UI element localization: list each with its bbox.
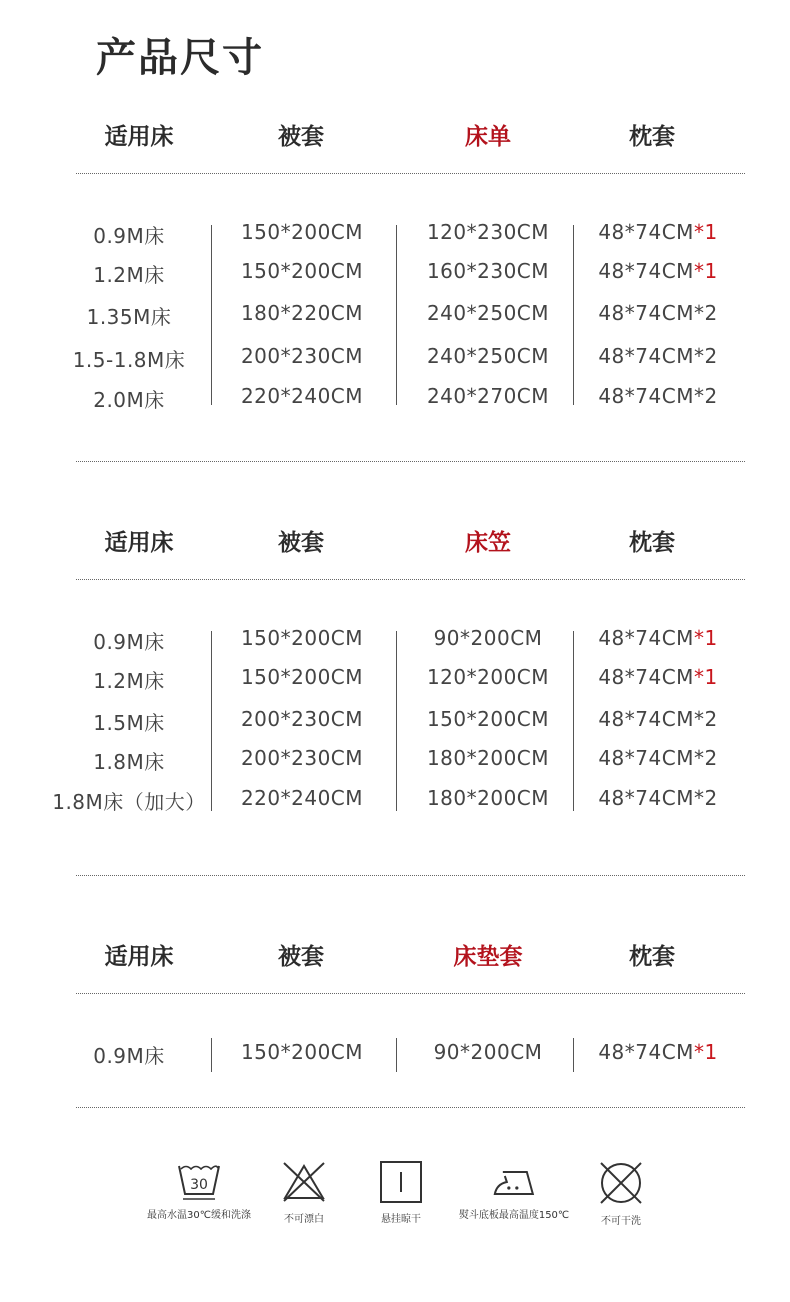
- table-cell: [434, 626, 543, 650]
- cell-value: 180*200CM: [426, 786, 550, 810]
- column-divider: [573, 225, 574, 405]
- header-cell: 适用床: [104, 944, 174, 970]
- wash-temp: 30: [190, 1177, 208, 1193]
- table-cell: [52, 786, 206, 815]
- header-cell: 被套: [278, 530, 324, 556]
- column-divider: [573, 631, 574, 811]
- table-cell: [598, 665, 717, 689]
- cell-value: 200*230CM: [240, 746, 364, 770]
- table-cell: [427, 220, 549, 244]
- table-cell: [427, 384, 549, 408]
- cell-value: 48*74CM*2: [598, 301, 718, 325]
- pillowcase-qty: *1: [693, 626, 718, 650]
- column-divider: [396, 1038, 397, 1072]
- cell-value: 1.2M床: [93, 669, 165, 693]
- cell-value: 48*74CM*2: [598, 746, 718, 770]
- cell-value: 0.9M床: [93, 1044, 165, 1068]
- header-cell: 枕套: [629, 124, 675, 150]
- table-cell: [427, 665, 549, 689]
- iron-medium-icon: [491, 1160, 537, 1200]
- table-cell: [93, 384, 165, 413]
- cell-value: 1.35M床: [86, 305, 172, 329]
- table-cell: [598, 626, 717, 650]
- table-row: [0, 344, 790, 374]
- table-cell: [93, 220, 165, 249]
- cell-value: 150*200CM: [240, 259, 364, 283]
- table-row: [0, 707, 790, 737]
- table-cell: [241, 665, 363, 689]
- care-label-hang: 悬挂晾干: [381, 1214, 421, 1225]
- table-row: [0, 1040, 790, 1070]
- table-cell: [93, 665, 165, 694]
- pillowcase-qty: *1: [693, 665, 718, 689]
- table-cell: [241, 1040, 363, 1064]
- table-row: [0, 301, 790, 331]
- care-label-bleach: 不可漂白: [284, 1214, 324, 1225]
- cell-value: 150*200CM: [240, 1040, 364, 1064]
- cell-value: 180*220CM: [240, 301, 364, 325]
- table-end-divider: [76, 875, 745, 876]
- table-cell: [598, 746, 717, 770]
- header-cell: 枕套: [629, 530, 675, 556]
- cell-value: 48*74CM: [598, 665, 694, 689]
- cell-value: 240*250CM: [426, 344, 550, 368]
- table-cell: [427, 344, 549, 368]
- cell-value: 48*74CM: [598, 626, 694, 650]
- table-cell: [93, 746, 165, 775]
- cell-value: 150*200CM: [240, 220, 364, 244]
- table-cell: [241, 220, 363, 244]
- column-divider: [211, 1038, 212, 1072]
- table-cell: [93, 259, 165, 288]
- table-cell: [427, 707, 549, 731]
- cell-value: 48*74CM*2: [598, 786, 718, 810]
- cell-value: 1.8M床: [93, 750, 165, 774]
- cell-value: 240*250CM: [426, 301, 550, 325]
- table-row: [0, 665, 790, 695]
- cell-value: 1.8M床（加大）: [52, 790, 206, 814]
- table-cell: [427, 301, 549, 325]
- table-cell: [598, 344, 717, 368]
- cell-value: 48*74CM: [598, 259, 694, 283]
- wash-30-icon: [177, 1160, 221, 1200]
- cell-value: 1.2M床: [93, 263, 165, 287]
- cell-value: 90*200CM: [433, 626, 543, 650]
- header-divider: [76, 579, 745, 580]
- no-dry-clean-icon: [598, 1160, 644, 1206]
- table-cell: [241, 786, 363, 810]
- table-row: [0, 746, 790, 776]
- table-end-divider: [76, 461, 745, 462]
- table-cell: [598, 301, 717, 325]
- care-label-dryclean: 不可干洗: [601, 1216, 641, 1227]
- table-header: [0, 118, 790, 158]
- care-label-wash: 最高水温30℃缓和洗涤: [147, 1210, 251, 1221]
- column-divider: [396, 631, 397, 811]
- table-end-divider: [76, 1107, 745, 1108]
- header-cell: 枕套: [629, 944, 675, 970]
- table-cell: [598, 707, 717, 731]
- cell-value: 150*200CM: [240, 665, 364, 689]
- table-cell: [598, 259, 717, 283]
- header-cell: 适用床: [104, 530, 174, 556]
- cell-value: 48*74CM: [598, 220, 694, 244]
- care-item-hang: [379, 1160, 423, 1225]
- cell-value: 240*270CM: [426, 384, 550, 408]
- cell-value: 150*200CM: [426, 707, 550, 731]
- cell-value: 90*200CM: [433, 1040, 543, 1064]
- header-divider: [76, 993, 745, 994]
- table-cell: [598, 786, 717, 810]
- care-item-bleach: [281, 1160, 327, 1225]
- pillowcase-qty: *1: [693, 1040, 718, 1064]
- header-cell: 床垫套: [453, 944, 523, 970]
- cell-value: 220*240CM: [240, 786, 364, 810]
- cell-value: 200*230CM: [240, 344, 364, 368]
- column-divider: [211, 225, 212, 405]
- cell-value: 180*200CM: [426, 746, 550, 770]
- column-divider: [573, 1038, 574, 1072]
- table-cell: [434, 1040, 543, 1064]
- table-cell: [241, 626, 363, 650]
- table-header: [0, 524, 790, 564]
- cell-value: 1.5-1.8M床: [72, 348, 186, 372]
- header-cell: 被套: [278, 944, 324, 970]
- cell-value: 120*200CM: [426, 665, 550, 689]
- care-instructions: [0, 1160, 790, 1250]
- cell-value: 200*230CM: [240, 707, 364, 731]
- no-bleach-icon: [281, 1160, 327, 1204]
- header-cell: 床笠: [465, 530, 511, 556]
- header-cell: 被套: [278, 124, 324, 150]
- table-row: [0, 786, 790, 816]
- header-divider: [76, 173, 745, 174]
- table-cell: [241, 384, 363, 408]
- table-cell: [427, 259, 549, 283]
- table-cell: [93, 1040, 165, 1069]
- table-cell: [241, 707, 363, 731]
- cell-value: 120*230CM: [426, 220, 550, 244]
- page-title: 产品尺寸: [96, 35, 264, 81]
- cell-value: 0.9M床: [93, 630, 165, 654]
- table-cell: [73, 344, 186, 373]
- table-cell: [93, 626, 165, 655]
- cell-value: 2.0M床: [93, 388, 165, 412]
- table-cell: [93, 707, 165, 736]
- table-cell: [427, 746, 549, 770]
- pillowcase-qty: *1: [693, 220, 718, 244]
- table-cell: [241, 259, 363, 283]
- table-cell: [598, 384, 717, 408]
- cell-value: 0.9M床: [93, 224, 165, 248]
- cell-value: 48*74CM*2: [598, 384, 718, 408]
- table-cell: [241, 301, 363, 325]
- header-cell: 适用床: [104, 124, 174, 150]
- table-cell: [241, 746, 363, 770]
- table-row: [0, 259, 790, 289]
- table-cell: [87, 301, 172, 330]
- hang-dry-icon: [379, 1160, 423, 1204]
- cell-value: 220*240CM: [240, 384, 364, 408]
- table-row: [0, 384, 790, 414]
- table-cell: [427, 786, 549, 810]
- table-cell: [598, 1040, 717, 1064]
- pillowcase-qty: *1: [693, 259, 718, 283]
- cell-value: 150*200CM: [240, 626, 364, 650]
- table-row: [0, 626, 790, 656]
- table-row: [0, 220, 790, 250]
- table-header: [0, 938, 790, 978]
- cell-value: 160*230CM: [426, 259, 550, 283]
- care-item-wash: [147, 1160, 251, 1221]
- care-item-iron: [459, 1160, 569, 1221]
- table-cell: [598, 220, 717, 244]
- table-cell: [241, 344, 363, 368]
- cell-value: 48*74CM*2: [598, 344, 718, 368]
- cell-value: 48*74CM*2: [598, 707, 718, 731]
- cell-value: 1.5M床: [93, 711, 165, 735]
- header-cell: 床单: [465, 124, 511, 150]
- column-divider: [396, 225, 397, 405]
- cell-value: 48*74CM: [598, 1040, 694, 1064]
- care-item-dryclean: [598, 1160, 644, 1227]
- care-label-iron: 熨斗底板最高温度150℃: [458, 1210, 570, 1221]
- column-divider: [211, 631, 212, 811]
